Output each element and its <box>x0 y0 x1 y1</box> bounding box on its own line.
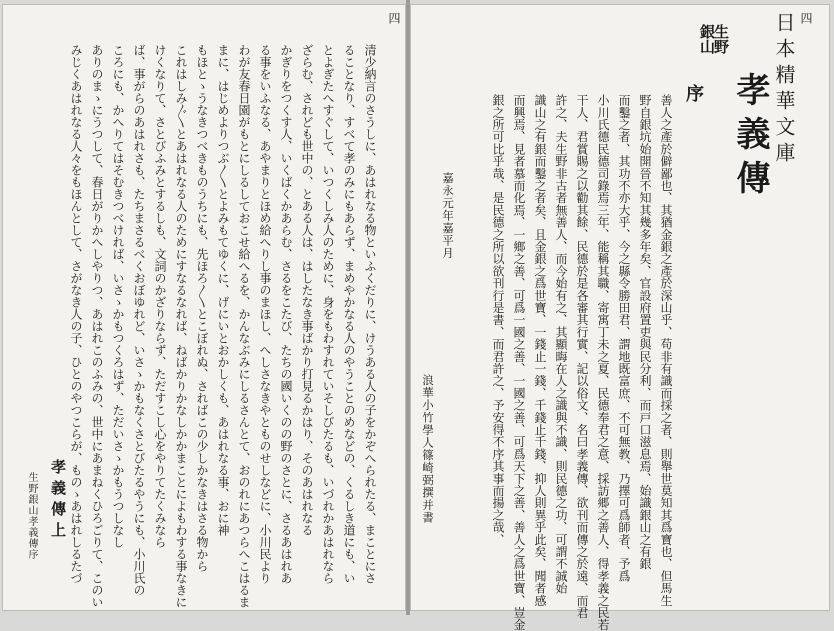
kanbun-line: 而鑿之者、其功不亦大乎、今之縣令勝田君、謂地既富庶、不可無教、乃擇可爲師者、予爲 <box>617 94 631 582</box>
kanbun-line: 小川氏德民德司錄焉三年、能稱其職、寄寓丁未之夏、民德奉君之意、採訪郷之善人、得孝義之民若 <box>596 94 610 631</box>
body-text-line: わが友春日園がもとにしるしておこせ給へるを、かんなぶみにしるさんとて、おのれにあつらへこはるま <box>237 44 251 608</box>
footer-title: 孝義傳上 <box>49 459 67 543</box>
kanbun-line: 許之、夫生野非古者無善人、而今始有之、其顯晦在人之識與不識、則民德之功、可謂不誠始 <box>554 94 568 595</box>
title-prefix-line1: 生野 <box>712 24 730 54</box>
title-prefix-line2: 銀山 <box>698 24 716 54</box>
kanbun-line: 識山之有銀而鑿之者矣、且金銀之爲世寶、一錢止一錢、千錢止千錢、抑人則異乎此矣、聞者感 <box>533 94 547 607</box>
left-page <box>2 4 406 611</box>
body-text-line: ありのまゝにうつして、春日がりかへしやりつ、あはれこのふみの、世中にあまねくひろごりて、このい <box>90 44 104 608</box>
page-title: 孝義傳 <box>730 72 770 204</box>
kanbun-line: 善人之產於僻鄙也、其猶金銀之產於深山乎、苟非有識而採之者、則舉世莫知其爲寶也、但馬生 <box>659 94 673 607</box>
body-text-line: ることなり、すべて孝のみにもあらず、まめやかなる人のやうことのめなどの、くるしき道にも、い <box>342 44 356 584</box>
right-page <box>410 4 830 631</box>
body-text-line: ざらむ、されども世中の、とある人は、はしたなき事ばかり打見るかはり、そのあはれなる <box>300 44 314 536</box>
body-text-line: まに、はじめよりつぶ〳〵とよみもてゆくに、げにいとおかしくも、あはれなる事、おに神 <box>216 44 230 536</box>
preface-date: 嘉永元年嘉平月 <box>441 172 455 260</box>
kanbun-line: 野自銀坑始開晉不知其幾多年矣、官設府置吏與民分利、而戸口滋息焉、始識銀山之有銀 <box>638 94 652 570</box>
body-text-line: 清少納言のさうしに、あはれなる物といふくだりに、けうある人の子をかぞへられたる、まことにさ <box>363 44 377 584</box>
body-text-line: けくなりて、さとびふみとするしも、文詞のかざりならず、ただすこし心をやりてたくみなら <box>153 44 167 548</box>
left-page-number: 四 <box>387 12 401 25</box>
body-text-line: る事をいふなる、あやまりとほめ給へりし事のまほし、へしさなきやとものせしなどに、小川民より <box>258 44 272 584</box>
body-text-line: これはしみ〴〵とあはれなる人のためにすなるなれば、ねばかりかなしかかまことによもわする事なきに <box>174 44 188 608</box>
body-text-line: もほとゝうなきつべきものうちにも、先ほろ〳〵とこぼれぬ、さればこの少しかなきはさる物から <box>195 44 209 572</box>
kanbun-line: 而興焉、見者慕而化焉、一鄉之善、可爲一國之善、一國之善、可爲天下之善、善人之爲世寶、豈金 <box>512 94 526 631</box>
body-text-line: かぎりをつくす人、いくばくかあらむ、さるをこたび、たちの國いくのの野のさとに、さるあはれあ <box>279 44 293 584</box>
kanbun-line: 銀之所可比乎哉、是民德之所以欲刊行是書、而君許之、予安得不序其事而揚之哉、 <box>491 94 505 546</box>
footer-subtitle: 生野銀山孝義傳序 <box>26 472 37 560</box>
body-text-line: ころにも、かへりてはそむきつべければ、いさゝかもつくろはず、ただいさゝかもうつしなし <box>111 44 125 548</box>
body-text-line: とよぎたへすぐして、いつくしみ人のために、身をもわすれていそしびたるも、いづれかあはれなら <box>321 44 335 584</box>
preface-credit: 浪華小竹學人篠崎弼撰并書 <box>421 374 435 524</box>
body-text-line: みじくあはれなる人々をもほんとして、さがなき人の子、ひとのやつこらが、ものゝあはれしるたづ <box>69 44 83 584</box>
section-heading: 序 <box>683 84 704 102</box>
page-number: 四 <box>799 12 813 25</box>
body-text-line: ば、事がらのあはれさも、たちまさるべくおぼゆれど、いさゝかもなくさとびたるやうにも、小川氏の <box>132 44 146 596</box>
collection-stamp: 日本精華文庫 <box>772 12 796 168</box>
kanbun-line: 干人、君賞賜之以勸其餘、民德於是各審其行實、記以俗文、名曰孝義傳、欲刊而傳之於遠、而君 <box>575 94 589 619</box>
